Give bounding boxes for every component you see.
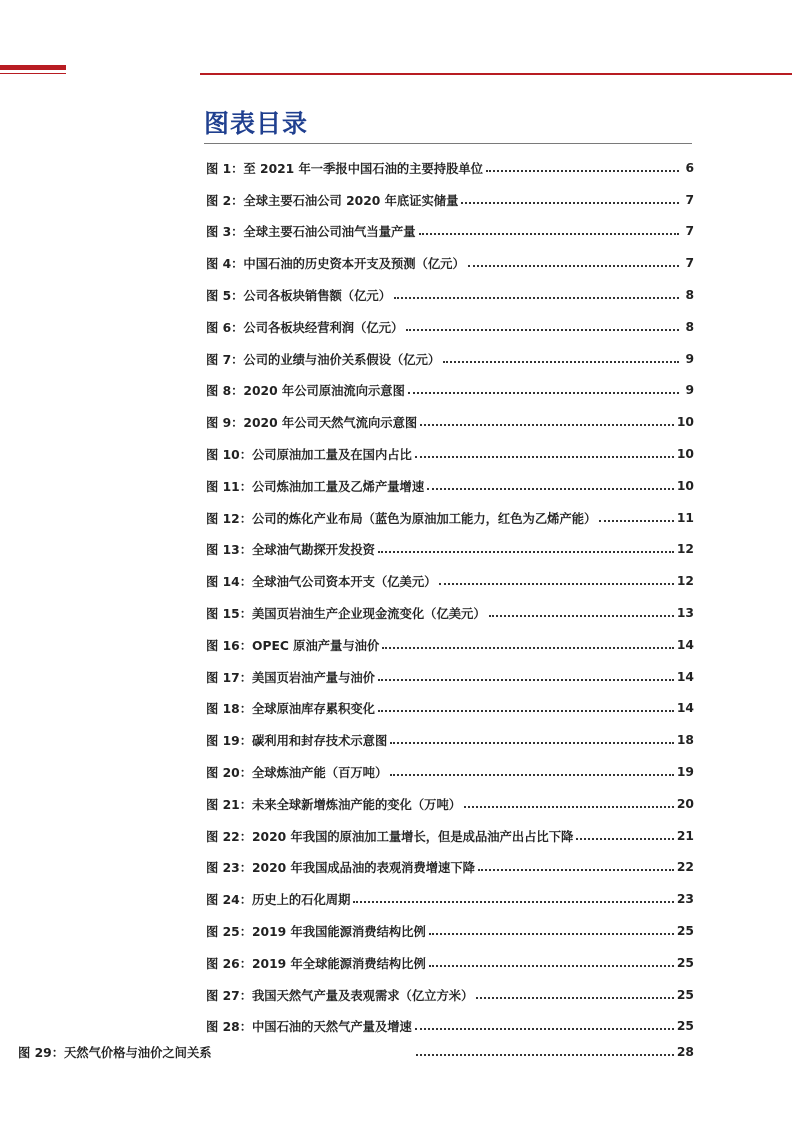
toc-entry-label: 图 6：公司各板块经营利润（亿元） xyxy=(206,320,404,335)
toc-entry-leader xyxy=(378,710,674,712)
toc-entry-label: 图 4：中国石油的历史资本开支及预测（亿元） xyxy=(206,257,465,272)
toc-entry-page: 13 xyxy=(676,606,694,621)
toc-entry[interactable] xyxy=(206,852,694,884)
toc-entry-label: 图 25：2019 年我国能源消费结构比例 xyxy=(206,925,426,940)
toc-entry-leader xyxy=(576,838,674,840)
toc-entry-page: 10 xyxy=(676,415,694,430)
toc-entry-label: 图 8：2020 年公司原油流向示意图 xyxy=(206,384,405,399)
toc-entry-label: 图 26：2019 年全球能源消费结构比例 xyxy=(206,956,426,971)
toc-entry-label: 图 3：全球主要石油公司油气当量产量 xyxy=(206,225,416,240)
toc-entry-page: 9 xyxy=(685,383,694,398)
toc-entry-label: 图 13：全球油气勘探开发投资 xyxy=(206,543,375,558)
toc-entry[interactable] xyxy=(206,820,694,852)
toc-entry-leader xyxy=(443,361,679,363)
toc-entry[interactable] xyxy=(206,756,694,788)
toc-entry-leader xyxy=(390,774,674,776)
toc-entry-leader xyxy=(416,1054,674,1056)
toc-entry-label: 图 15：美国页岩油生产企业现金流变化（亿美元） xyxy=(206,607,486,622)
toc-entry[interactable] xyxy=(206,470,694,502)
toc-entry[interactable] xyxy=(206,311,694,343)
toc-entry-label: 图 22：2020 年我国的原油加工量增长，但是成品油产出占比下降 xyxy=(206,829,574,844)
toc-entry-leader xyxy=(420,424,674,426)
toc-entry[interactable] xyxy=(206,724,694,756)
toc-entry-label: 图 19：碳利用和封存技术示意图 xyxy=(206,734,388,749)
toc-entry-label: 图 10：公司原油加工量及在国内占比 xyxy=(206,448,412,463)
toc-entry-page: 11 xyxy=(676,510,694,525)
toc-entry-label: 图 27：我国天然气产量及表观需求（亿立方米） xyxy=(206,988,474,1003)
toc-entry-label: 图 14：全球油气公司资本开支（亿美元） xyxy=(206,575,437,590)
toc-entry-page: 8 xyxy=(685,319,694,334)
toc-entry-page: 7 xyxy=(685,224,694,239)
toc-entry-leader xyxy=(394,297,679,299)
toc-entry[interactable] xyxy=(206,661,694,693)
toc-entry-label: 图 18：全球原油库存累积变化 xyxy=(206,702,375,717)
toc-entry-page: 25 xyxy=(676,1019,694,1034)
toc-entry[interactable] xyxy=(206,597,694,629)
toc-entry-page: 25 xyxy=(676,987,694,1002)
toc-entry-label: 图 5：公司各板块销售额（亿元） xyxy=(206,289,391,304)
toc-entry[interactable] xyxy=(206,565,694,597)
toc-entry[interactable] xyxy=(206,279,694,311)
toc-entry-leader xyxy=(406,329,679,331)
toc-entry-page: 12 xyxy=(676,574,694,589)
toc-entry-leader xyxy=(478,869,674,871)
header-thin-bar xyxy=(0,73,66,74)
toc-entry[interactable] xyxy=(206,502,694,534)
header-rule xyxy=(200,73,792,75)
toc-entry-leader xyxy=(489,615,674,617)
toc-entry-label: 图 16：OPEC 原油产量与油价 xyxy=(206,638,380,653)
toc-entry-leader xyxy=(429,965,674,967)
toc-entry-page: 23 xyxy=(676,892,694,907)
toc-entry[interactable] xyxy=(206,788,694,820)
toc-entry-last[interactable] xyxy=(18,1038,694,1066)
toc-entry-page: 7 xyxy=(685,256,694,271)
toc-entry-leader xyxy=(429,933,674,935)
toc-entry[interactable] xyxy=(206,883,694,915)
toc-entry[interactable] xyxy=(206,343,694,375)
toc-entry-leader xyxy=(390,742,674,744)
toc-entry[interactable] xyxy=(206,152,694,184)
toc-entry-leader xyxy=(415,1028,674,1030)
toc-entry-leader xyxy=(464,806,674,808)
toc-entry-leader xyxy=(476,997,674,999)
toc-entry-page: 28 xyxy=(676,1045,694,1059)
toc-entry-page: 10 xyxy=(676,478,694,493)
header-thick-bar xyxy=(0,65,66,70)
toc-entry-page: 20 xyxy=(676,796,694,811)
toc-entry-page: 18 xyxy=(676,733,694,748)
toc-entry-label: 图 1：至 2021 年一季报中国石油的主要持股单位 xyxy=(206,161,483,176)
toc-entry[interactable] xyxy=(206,693,694,725)
toc-entry-page: 21 xyxy=(676,828,694,843)
toc-entry-page: 19 xyxy=(676,765,694,780)
toc-entry-page: 12 xyxy=(676,542,694,557)
toc-entry-leader xyxy=(439,583,673,585)
toc-entry-label: 图 20：全球炼油产能（百万吨） xyxy=(206,766,388,781)
toc-entry-label: 图 29：天然气价格与油价之间关系 xyxy=(18,1046,212,1060)
toc-list xyxy=(206,152,694,1042)
toc-entry-label: 图 12：公司的炼化产业布局（蓝色为原油加工能力，红色为乙烯产能） xyxy=(206,511,597,526)
toc-entry-page: 9 xyxy=(685,351,694,366)
toc-entry-leader xyxy=(408,392,679,394)
toc-entry-label: 图 2：全球主要石油公司 2020 年底证实储量 xyxy=(206,193,459,208)
toc-entry-label: 图 7：公司的业绩与油价关系假设（亿元） xyxy=(206,352,441,367)
toc-entry-page: 8 xyxy=(685,288,694,303)
toc-entry[interactable] xyxy=(206,247,694,279)
toc-entry-leader xyxy=(461,202,679,204)
toc-entry-label: 图 23：2020 年我国成品油的表观消费增速下降 xyxy=(206,861,475,876)
toc-entry[interactable] xyxy=(206,406,694,438)
toc-entry[interactable] xyxy=(206,947,694,979)
toc-entry-label: 图 21：未来全球新增炼油产能的变化（万吨） xyxy=(206,797,462,812)
toc-entry-leader xyxy=(599,520,674,522)
toc-entry-label: 图 11：公司炼油加工量及乙烯产量增速 xyxy=(206,479,425,494)
toc-entry[interactable] xyxy=(206,438,694,470)
toc-entry[interactable] xyxy=(206,915,694,947)
toc-entry[interactable] xyxy=(206,216,694,248)
toc-entry-page: 22 xyxy=(676,860,694,875)
toc-entry-page: 6 xyxy=(685,160,694,175)
toc-entry-leader xyxy=(378,551,674,553)
toc-entry-label: 图 24：历史上的石化周期 xyxy=(206,893,351,908)
toc-entry-label: 图 9：2020 年公司天然气流向示意图 xyxy=(206,416,418,431)
toc-entry-label: 图 28：中国石油的天然气产量及增速 xyxy=(206,1020,412,1035)
toc-entry-leader xyxy=(378,679,674,681)
toc-entry-page: 10 xyxy=(676,447,694,462)
toc-entry-leader xyxy=(353,901,674,903)
toc-entry[interactable] xyxy=(206,979,694,1011)
toc-entry-page: 14 xyxy=(676,701,694,716)
title-divider xyxy=(204,143,692,144)
page-title: 图表目录 xyxy=(204,109,309,138)
toc-entry-leader xyxy=(427,488,674,490)
toc-entry[interactable] xyxy=(206,534,694,566)
toc-entry[interactable] xyxy=(206,184,694,216)
toc-entry-leader xyxy=(468,265,679,267)
toc-entry-page: 25 xyxy=(676,924,694,939)
toc-entry[interactable] xyxy=(206,629,694,661)
toc-entry-page: 14 xyxy=(676,669,694,684)
toc-entry-page: 25 xyxy=(676,955,694,970)
toc-entry-leader xyxy=(419,233,679,235)
toc-entry[interactable] xyxy=(206,375,694,407)
toc-entry-page: 14 xyxy=(676,637,694,652)
toc-entry-leader xyxy=(382,647,674,649)
toc-entry-leader xyxy=(415,456,674,458)
toc-entry-label: 图 17：美国页岩油产量与油价 xyxy=(206,670,375,685)
toc-entry-page: 7 xyxy=(685,192,694,207)
toc-entry-leader xyxy=(486,170,679,172)
header-decoration-bars xyxy=(0,65,66,74)
